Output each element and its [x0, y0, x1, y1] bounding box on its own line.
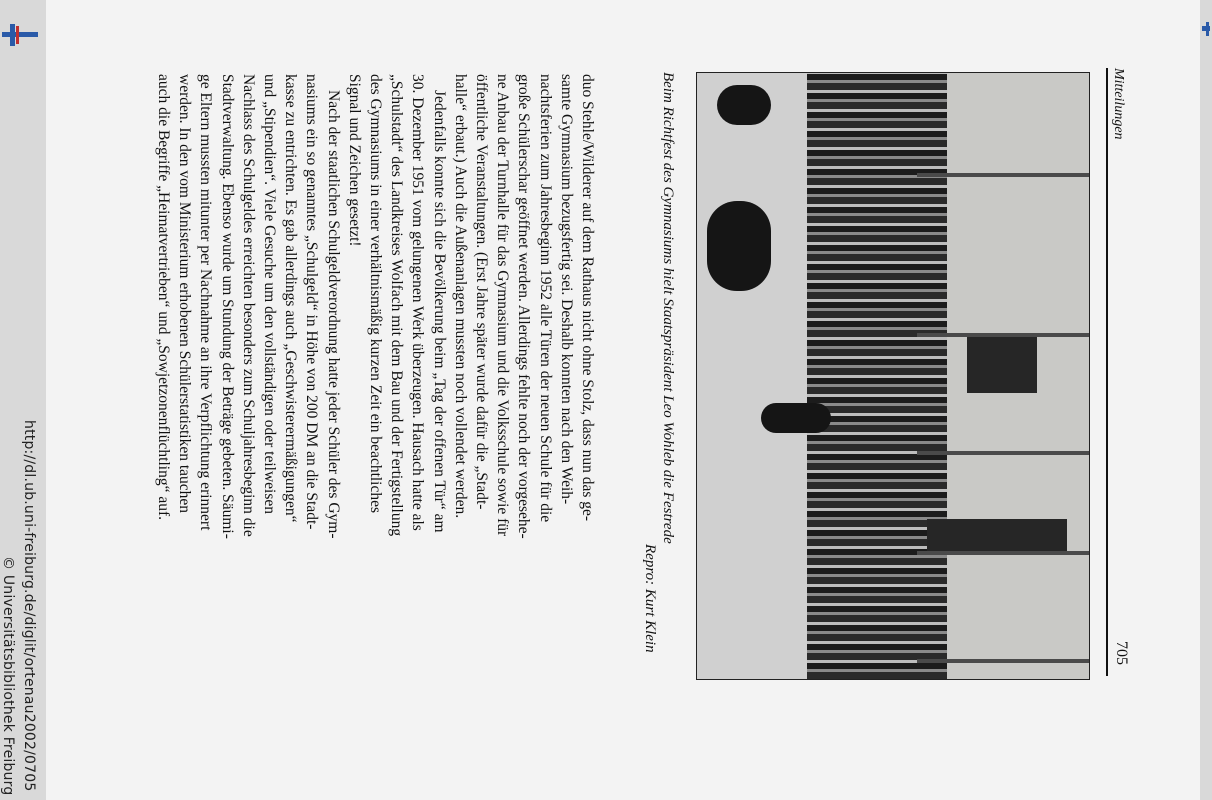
body-line: des Gymnasiums in einer verhältnismäßig kurzen Zeit ein beachtliches	[367, 74, 384, 514]
body-line: nasiums ein so genanntes „Schulgeld“ in Höhe von 200 DM an die Stadt-	[303, 74, 321, 530]
body-line: ne Anbau der Turnhalle für das Gymnasium und die Volksschule sowie für	[494, 74, 512, 537]
body-line: ge Eltern mussten mitunter per Nachnahme an ihre Verpflichtung erinnert	[197, 74, 215, 531]
page-number: 705	[1113, 641, 1130, 665]
photo-ground	[697, 73, 817, 679]
photo-scaffold	[917, 173, 1089, 177]
body-line: Jedenfalls konnte sich die Bevölkerung beim „Tag der offenen Tür“ am	[430, 90, 448, 533]
photo-window	[927, 519, 1067, 551]
page-header: Mitteilungen	[1111, 68, 1126, 140]
body-line: samte Gymnasium bezugsfertig sei. Deshalb konnten nach den Weih-	[557, 74, 575, 505]
photo-credit: Repro: Kurt Klein	[642, 544, 658, 653]
photo-window	[967, 335, 1037, 393]
photo-crowd	[807, 73, 947, 679]
photo-figure	[761, 403, 831, 433]
body-line: Stadtverwaltung. Ebenso wurde um Stundung der Beträge gebeten. Säumi-	[218, 74, 236, 539]
body-line: kasse zu entrichten. Es gab allerdings auch „Geschwisterermäßigungen“	[282, 74, 300, 523]
body-line: öffentliche Veranstaltungen. (Erst Jahre später wurde dafür die „Stadt-	[473, 74, 490, 510]
body-line: große Schülerschar geöffnet werden. Allerdings fehlte noch der vorgesehe-	[515, 74, 533, 539]
body-line: duo Stehle/Wilderer auf dem Rathaus nicht ohne Stolz, dass nun das ge-	[579, 74, 596, 522]
photo-richtfest	[696, 72, 1090, 680]
body-line: „Schulstadt“ des Landkreises Wolfach mit dem Bau und der Fertigstellung	[388, 74, 406, 537]
photo-scaffold	[917, 551, 1089, 555]
photo-scaffold	[917, 333, 1089, 337]
body-line: 30. Dezember 1951 vom gelungenen Werk überzeugen. Hausach hatte als	[409, 74, 427, 531]
photo-figure	[717, 85, 771, 125]
body-line: Signal und Zeichen gesetzt!	[345, 74, 363, 247]
viewer-logo-icon[interactable]	[2, 24, 38, 46]
body-line: auch die Begriffe „Heimatvertrieben“ und „Sowjetzonenflüchtling“ auf.	[155, 74, 172, 521]
photo-scaffold	[917, 451, 1089, 455]
photo-figure	[707, 201, 771, 291]
photo-caption: Beim Richtfest des Gymnasiums hielt Staatspräsident Leo Wohleb die Festrede	[660, 72, 676, 544]
body-line: werden. In den vom Ministerium erhobenen Schülerstatistiken tauchen	[176, 74, 194, 514]
body-line: halle“ erbaut.) Auch die Außenanlagen mussten noch vollendet werden.	[451, 74, 469, 519]
body-line: nachtsferien zum Jahresbeginn 1952 alle Türen der neuen Schule für die	[536, 74, 554, 523]
photo-scaffold	[917, 659, 1089, 663]
header-rule	[1106, 68, 1108, 676]
side-copyright: © Universitätsbibliothek Freiburg	[0, 556, 16, 796]
body-line: Nachlass des Schulgeldes erreichten besonders zum Schuljahresbeginn die	[239, 74, 257, 537]
viewer-right-margin	[1200, 0, 1212, 800]
viewer-logo-partial-icon	[1202, 22, 1210, 36]
body-line: und „Stipendien“. Viele Gesuche um den vollständigen oder teilweisen	[261, 74, 278, 514]
body-line: Nach der staatlichen Schulgeldverordnung hatte jeder Schüler des Gym-	[324, 90, 342, 539]
side-url[interactable]: http://dl.ub.uni-freiburg.de/diglit/ortenau2002/0705	[21, 420, 37, 792]
